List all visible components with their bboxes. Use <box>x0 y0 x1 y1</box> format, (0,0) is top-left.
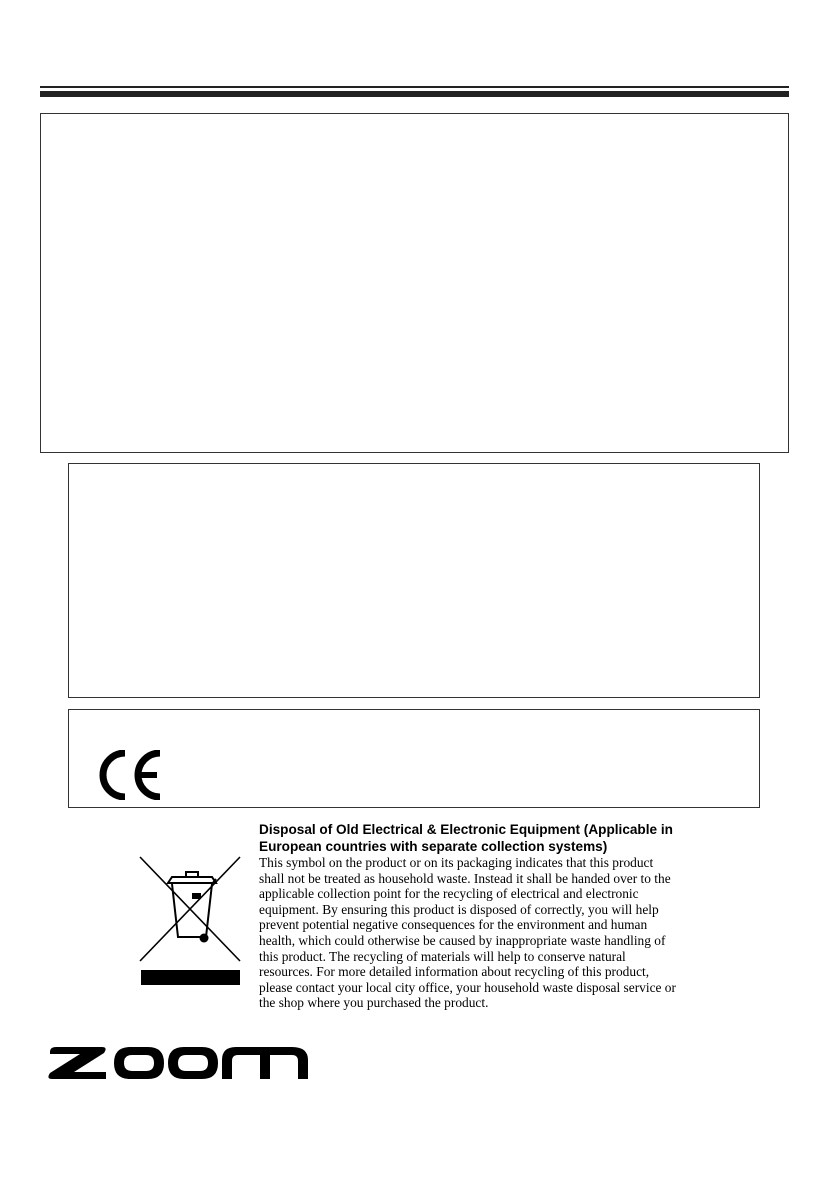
disposal-title: Disposal of Old Electrical & Electronic Equipment (Applicable in European countries with separate collection systems) <box>259 822 673 854</box>
disposal-body: This symbol on the product or on its packaging indicates that this product shall not be treated as household waste. Instead it shall be handed over to the applicable collection point for the recycling of electrical and electronic equipment. By ensuring this product is disposed of correctly, you will help prevent potential negative consequences for the environment and human health, which could otherwise be caused by inappropriate waste handling of this product. The recycling of materials will help to conserve natural resources. For more detailed information about recycling of this product, please contact your local city office, your household waste disposal service or the shop where you purchased the product. <box>259 855 676 1011</box>
header-rule-thick <box>40 91 789 97</box>
notice-box-empty-1 <box>40 113 789 453</box>
header-rule-thin <box>40 86 789 88</box>
weee-disposal-notice <box>259 822 679 1011</box>
zoom-logo <box>44 1044 310 1082</box>
ce-notice-box <box>68 709 760 808</box>
ce-mark-icon <box>94 750 164 800</box>
crossed-out-wheelie-bin-icon <box>138 855 242 987</box>
notice-box-empty-2 <box>68 463 760 698</box>
